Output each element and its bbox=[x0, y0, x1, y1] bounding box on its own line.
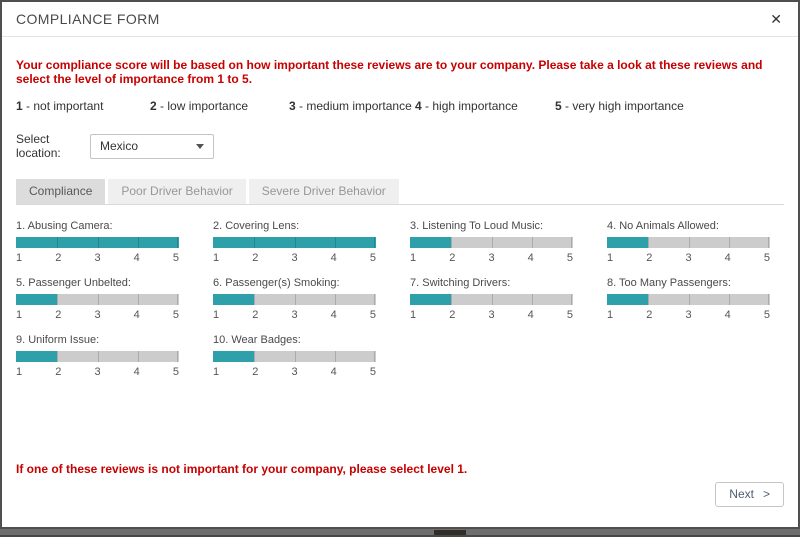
slider-label: 1. Abusing Camera: bbox=[16, 220, 113, 232]
slider-track[interactable] bbox=[213, 351, 376, 362]
legend-item: 3 - medium importance bbox=[289, 99, 412, 113]
tab-bar bbox=[16, 179, 784, 205]
slider-label: 10. Wear Badges: bbox=[213, 334, 301, 346]
slider-grid bbox=[16, 220, 784, 378]
slider-track[interactable] bbox=[410, 237, 573, 248]
slider-scale bbox=[410, 309, 573, 321]
tab-poor-driver-behavior[interactable]: Poor Driver Behavior bbox=[108, 179, 245, 204]
slider-tick bbox=[689, 237, 690, 248]
scale-number: 4 bbox=[330, 252, 337, 264]
slider-tick bbox=[138, 237, 139, 248]
scale-number: 2 bbox=[449, 309, 456, 321]
scale-number: 1 bbox=[16, 366, 23, 378]
scale-number: 2 bbox=[55, 252, 62, 264]
scale-number: 1 bbox=[607, 309, 614, 321]
slider-tick bbox=[295, 294, 296, 305]
scale-number: 3 bbox=[291, 309, 298, 321]
scale-number: 1 bbox=[213, 252, 220, 264]
slider-label: 2. Covering Lens: bbox=[213, 220, 300, 232]
scale-number: 5 bbox=[763, 309, 770, 321]
slider-tick bbox=[57, 237, 58, 248]
scale-number: 2 bbox=[646, 309, 653, 321]
slider-tick bbox=[648, 237, 649, 248]
slider-tick bbox=[177, 351, 178, 362]
slider-tick bbox=[768, 294, 769, 305]
scale-number: 2 bbox=[252, 309, 259, 321]
slider-fill[interactable] bbox=[410, 237, 451, 248]
slider-scale bbox=[213, 366, 376, 378]
importance-legend bbox=[16, 99, 784, 113]
scale-number: 4 bbox=[330, 309, 337, 321]
scale-number: 3 bbox=[94, 252, 101, 264]
slider-fill[interactable] bbox=[16, 351, 57, 362]
slider-tick bbox=[295, 237, 296, 248]
location-value: Mexico bbox=[100, 139, 139, 153]
scale-number: 1 bbox=[16, 309, 23, 321]
scale-number: 4 bbox=[724, 252, 731, 264]
dialog-title: COMPLIANCE FORM bbox=[16, 11, 160, 27]
tab-compliance[interactable]: Compliance bbox=[16, 179, 105, 204]
next-button[interactable] bbox=[715, 482, 784, 507]
slider-scale bbox=[213, 309, 376, 321]
slider-tick bbox=[374, 237, 375, 248]
scale-number: 3 bbox=[488, 309, 495, 321]
next-row bbox=[16, 482, 784, 507]
slider-tick bbox=[254, 294, 255, 305]
dialog-content bbox=[2, 58, 798, 507]
slider-tick bbox=[571, 294, 572, 305]
slider-tick bbox=[689, 294, 690, 305]
scale-number: 4 bbox=[527, 309, 534, 321]
slider-tick bbox=[492, 294, 493, 305]
slider-tick bbox=[254, 237, 255, 248]
slider-item bbox=[213, 334, 376, 378]
scale-number: 5 bbox=[172, 366, 179, 378]
slider-item bbox=[410, 277, 573, 321]
slider-fill[interactable] bbox=[16, 294, 57, 305]
scale-number: 3 bbox=[685, 252, 692, 264]
slider-track[interactable] bbox=[607, 237, 770, 248]
scale-number: 5 bbox=[566, 309, 573, 321]
scale-number: 5 bbox=[566, 252, 573, 264]
scale-number: 5 bbox=[763, 252, 770, 264]
scale-number: 4 bbox=[527, 252, 534, 264]
scale-number: 5 bbox=[369, 309, 376, 321]
slider-tick bbox=[374, 294, 375, 305]
slider-tick bbox=[98, 237, 99, 248]
intro-text: Your compliance score will be based on how important these reviews are to your company. Please take a look at these reviews and select the level of importance from 1 to 5. bbox=[16, 58, 763, 86]
slider-item bbox=[213, 220, 376, 264]
slider-label: 6. Passenger(s) Smoking: bbox=[213, 277, 340, 289]
scale-number: 2 bbox=[55, 366, 62, 378]
scale-number: 1 bbox=[410, 309, 417, 321]
slider-item bbox=[607, 220, 770, 264]
slider-tick bbox=[768, 237, 769, 248]
slider-tick bbox=[374, 351, 375, 362]
legend-item: 4 - high importance bbox=[415, 99, 518, 113]
slider-item bbox=[213, 277, 376, 321]
close-icon[interactable]: ✕ bbox=[770, 11, 782, 27]
slider-tick bbox=[532, 294, 533, 305]
scale-number: 1 bbox=[213, 309, 220, 321]
slider-tick bbox=[98, 294, 99, 305]
slider-tick bbox=[532, 237, 533, 248]
chevron-right-icon: > bbox=[762, 487, 770, 501]
scale-number: 3 bbox=[291, 366, 298, 378]
slider-label: 7. Switching Drivers: bbox=[410, 277, 511, 289]
slider-track[interactable] bbox=[213, 294, 376, 305]
slider-track[interactable] bbox=[16, 294, 179, 305]
scale-number: 4 bbox=[133, 366, 140, 378]
slider-scale bbox=[410, 252, 573, 264]
scale-number: 4 bbox=[133, 252, 140, 264]
footer-note: If one of these reviews is not important for your company, please select level 1. bbox=[16, 462, 468, 476]
slider-fill[interactable] bbox=[213, 294, 254, 305]
slider-label: 5. Passenger Unbelted: bbox=[16, 277, 131, 289]
scale-number: 4 bbox=[724, 309, 731, 321]
slider-scale bbox=[16, 252, 179, 264]
scale-number: 1 bbox=[410, 252, 417, 264]
slider-tick bbox=[335, 237, 336, 248]
scale-number: 2 bbox=[449, 252, 456, 264]
slider-tick bbox=[451, 237, 452, 248]
slider-tick bbox=[138, 351, 139, 362]
scale-number: 4 bbox=[330, 366, 337, 378]
next-button-label: Next bbox=[729, 487, 754, 501]
slider-tick bbox=[571, 237, 572, 248]
slider-item bbox=[607, 277, 770, 321]
slider-scale bbox=[16, 366, 179, 378]
slider-tick bbox=[729, 294, 730, 305]
location-row bbox=[16, 132, 784, 160]
slider-tick bbox=[177, 294, 178, 305]
slider-scale bbox=[607, 309, 770, 321]
slider-track[interactable] bbox=[16, 351, 179, 362]
slider-label: 4. No Animals Allowed: bbox=[607, 220, 719, 232]
slider-tick bbox=[177, 237, 178, 248]
scale-number: 5 bbox=[369, 366, 376, 378]
chevron-down-icon bbox=[196, 144, 204, 149]
scale-number: 3 bbox=[94, 309, 101, 321]
scale-number: 1 bbox=[16, 252, 23, 264]
slider-fill[interactable] bbox=[607, 237, 648, 248]
slider-label: 9. Uniform Issue: bbox=[16, 334, 100, 346]
scale-number: 2 bbox=[55, 309, 62, 321]
slider-tick bbox=[138, 294, 139, 305]
scale-number: 2 bbox=[252, 252, 259, 264]
slider-track[interactable] bbox=[607, 294, 770, 305]
scale-number: 5 bbox=[369, 252, 376, 264]
legend-item: 2 - low importance bbox=[150, 99, 249, 113]
scale-number: 1 bbox=[607, 252, 614, 264]
location-dropdown[interactable] bbox=[90, 134, 214, 159]
scale-number: 5 bbox=[172, 252, 179, 264]
tab-severe-driver-behavior[interactable]: Severe Driver Behavior bbox=[249, 179, 399, 204]
slider-tick bbox=[57, 294, 58, 305]
slider-tick bbox=[492, 237, 493, 248]
slider-tick bbox=[57, 351, 58, 362]
slider-tick bbox=[451, 294, 452, 305]
slider-scale bbox=[213, 252, 376, 264]
slider-tick bbox=[295, 351, 296, 362]
scale-number: 1 bbox=[213, 366, 220, 378]
slider-tick bbox=[335, 351, 336, 362]
slider-item bbox=[16, 220, 179, 264]
dialog-header bbox=[2, 2, 798, 37]
slider-item bbox=[410, 220, 573, 264]
slider-tick bbox=[335, 294, 336, 305]
slider-label: 3. Listening To Loud Music: bbox=[410, 220, 544, 232]
slider-fill[interactable] bbox=[607, 294, 648, 305]
scale-number: 2 bbox=[646, 252, 653, 264]
slider-track[interactable] bbox=[16, 237, 179, 248]
slider-fill[interactable] bbox=[213, 351, 254, 362]
slider-tick bbox=[98, 351, 99, 362]
slider-track[interactable] bbox=[213, 237, 376, 248]
slider-tick bbox=[254, 351, 255, 362]
slider-tick bbox=[648, 294, 649, 305]
slider-item bbox=[16, 334, 179, 378]
slider-scale bbox=[16, 309, 179, 321]
scale-number: 5 bbox=[172, 309, 179, 321]
slider-label: 8. Too Many Passengers: bbox=[607, 277, 731, 289]
legend-item: 5 - very high importance bbox=[555, 99, 684, 113]
slider-tick bbox=[729, 237, 730, 248]
slider-track[interactable] bbox=[410, 294, 573, 305]
scale-number: 4 bbox=[133, 309, 140, 321]
slider-fill[interactable] bbox=[410, 294, 451, 305]
scale-number: 3 bbox=[291, 252, 298, 264]
slider-item bbox=[16, 277, 179, 321]
scale-number: 3 bbox=[488, 252, 495, 264]
scale-number: 2 bbox=[252, 366, 259, 378]
slider-scale bbox=[607, 252, 770, 264]
scale-number: 3 bbox=[94, 366, 101, 378]
scale-number: 3 bbox=[685, 309, 692, 321]
location-label: Select location: bbox=[16, 132, 61, 160]
legend-item: 1 - not important bbox=[16, 99, 104, 113]
